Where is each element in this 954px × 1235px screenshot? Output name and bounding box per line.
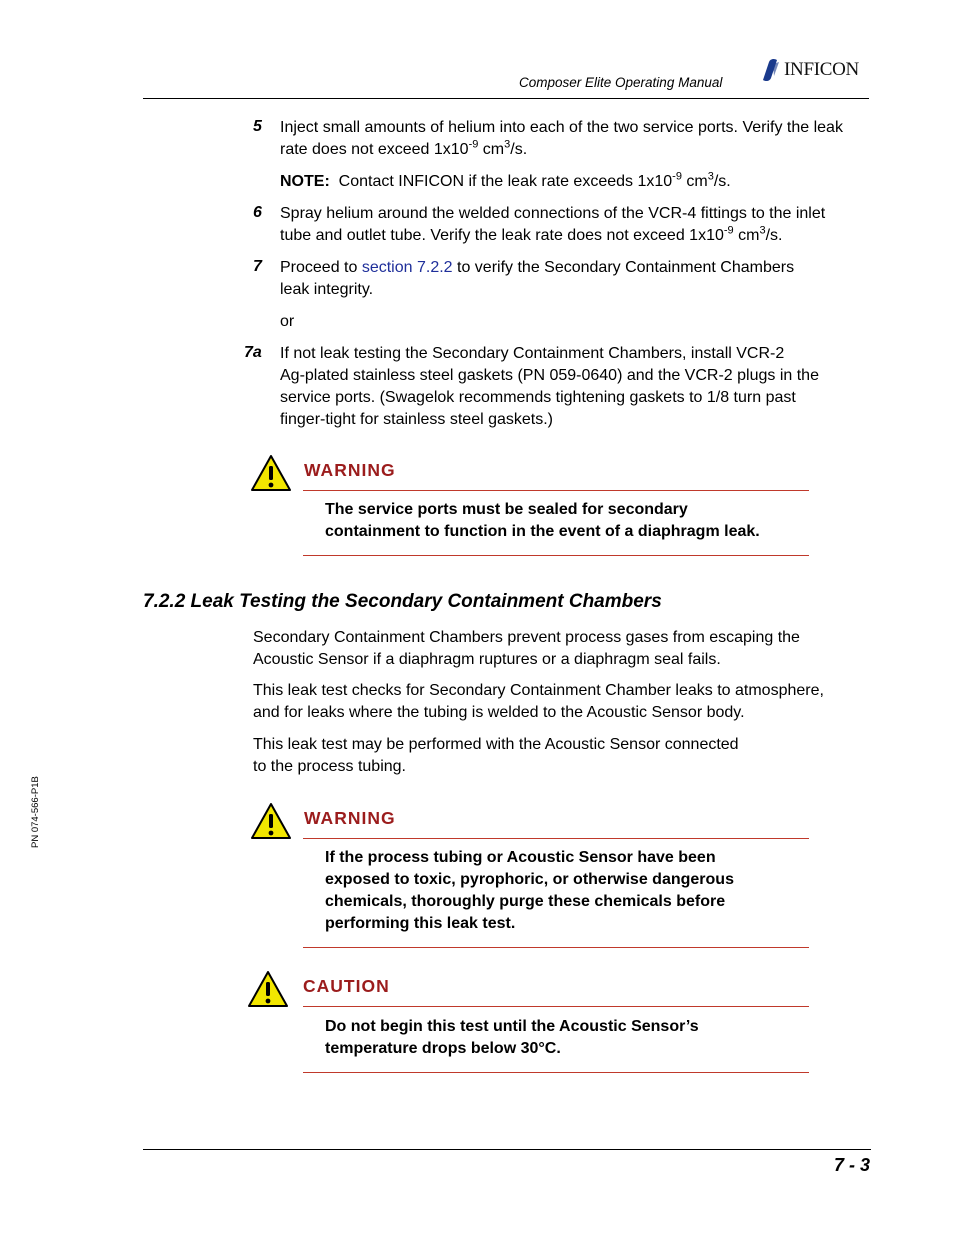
note: NOTE: Contact INFICON if the leak rate exceeds $1x10^{-9}$ $cm^3/s$. bbox=[280, 170, 731, 190]
warning-text: The service ports must be sealed for secondary containment to function in the event of a diaphragm leak. bbox=[325, 501, 760, 540]
logo-text: INFICON bbox=[784, 59, 859, 80]
part-number: PN 074-566-P1B bbox=[30, 776, 41, 848]
step-text: If not leak testing the Secondary Containment Chambers, install VCR-2 Ag-plated stainless steel gaskets (PN 059-0640) and the VCR-2 plugs in the service ports. (Swagelok recommends tightening gaskets to 1/8 turn past finger-tight for stainless steel gaskets.) bbox=[280, 345, 819, 428]
step-number: 6 bbox=[253, 204, 262, 221]
step-text: Inject small amounts of helium into each of the two service ports. Verify the leak rate does not exceed $1x10^{-9}$ $cm^3/s$. bbox=[280, 119, 843, 158]
inficon-logo-icon bbox=[760, 58, 782, 82]
step-number: 5 bbox=[253, 118, 262, 135]
caution-icon bbox=[247, 970, 289, 1008]
footer-rule bbox=[143, 1149, 871, 1150]
section-paragraph: This leak test may be performed with the Acoustic Sensor connected to the process tubing. bbox=[253, 736, 739, 775]
warning-icon bbox=[250, 802, 292, 840]
step-number: 7a bbox=[244, 344, 262, 361]
warning-label: WARNING bbox=[304, 460, 396, 480]
caution-text: Do not begin this test until the Acoustic Sensor’s temperature drops below 30°C. bbox=[325, 1018, 699, 1057]
warning-rule-top bbox=[303, 838, 809, 839]
section-paragraph: Secondary Containment Chambers prevent process gases from escaping the Acoustic Sensor if a diaphragm ruptures or a diaphragm seal fails. bbox=[253, 629, 800, 668]
inficon-logo bbox=[760, 58, 859, 82]
manual-title: Composer Elite Operating Manual bbox=[519, 75, 723, 90]
caution-rule-bottom bbox=[303, 1072, 809, 1073]
warning-text: If the process tubing or Acoustic Sensor have been exposed to toxic, pyrophoric, or otherwise dangerous chemicals, thoroughly purge these chemicals before performing this leak test. bbox=[325, 849, 734, 932]
header-rule bbox=[143, 98, 869, 99]
warning-label: WARNING bbox=[304, 808, 396, 828]
section-paragraph: This leak test checks for Secondary Containment Chamber leaks to atmosphere, and for leaks where the tubing is welded to the Acoustic Sensor body. bbox=[253, 682, 824, 721]
caution-label: CAUTION bbox=[303, 976, 390, 996]
warning-rule-top bbox=[303, 490, 809, 491]
warning-rule-bottom bbox=[303, 555, 809, 556]
step-text: Spray helium around the welded connections of the VCR-4 fittings to the inlet tube and outlet tube. Verify the leak rate does not exceed $1x10^{-9}$ $cm^3/s$. bbox=[280, 205, 826, 244]
page-number: 7 - 3 bbox=[833, 1155, 870, 1175]
or-text: or bbox=[280, 313, 295, 330]
warning-icon bbox=[250, 454, 292, 492]
warning-rule-bottom bbox=[303, 947, 809, 948]
section-link[interactable]: section 7.2.2 bbox=[361, 259, 453, 276]
step-number: 7 bbox=[253, 258, 262, 275]
step-text: Proceed to section 7.2.2 to verify the Secondary Containment Chambers leak integrity. bbox=[280, 259, 795, 298]
caution-rule-top bbox=[303, 1006, 809, 1007]
section-heading: 7.2.2 Leak Testing the Secondary Containment Chambers bbox=[143, 591, 662, 612]
